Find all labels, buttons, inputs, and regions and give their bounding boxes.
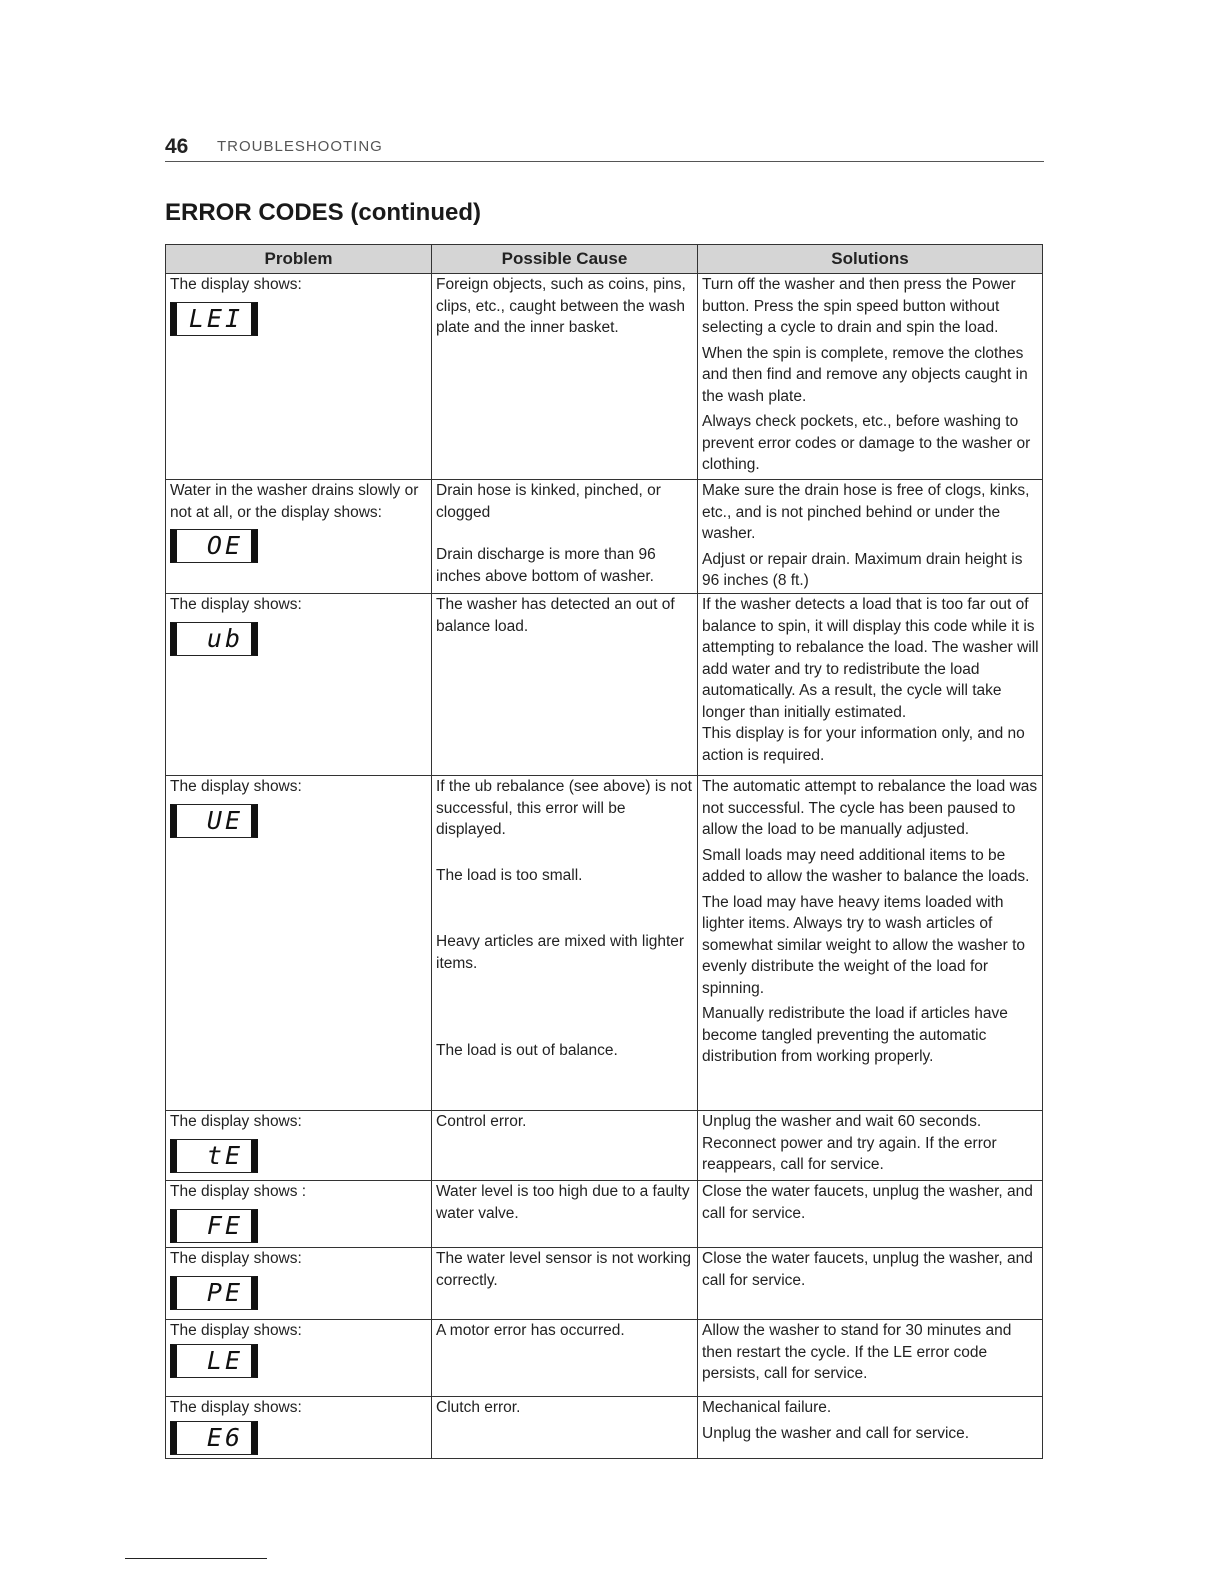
- cause-text: The washer has detected an out of balance load.: [436, 596, 675, 635]
- cause-text: If the ub rebalance (see above) is not successful, this error will be displayed.: [436, 778, 692, 838]
- problem-cell: [166, 594, 432, 776]
- column-header-cause: Possible Cause: [432, 245, 698, 274]
- problem-cell: [166, 1248, 432, 1320]
- page-title: ERROR CODES (continued): [165, 199, 481, 226]
- error-code-display: tE: [170, 1139, 258, 1173]
- solution-text: Turn off the washer and then press the Power button. Press the spin speed button without selecting a cycle to drain and spin the load.: [702, 276, 1016, 336]
- solution-text: The load may have heavy items loaded with lighter items. Always try to wash articles of somewhat similar weight to allow the washer to evenly distribute the weight of the load for spinning.: [702, 893, 1026, 997]
- cause-cell: [432, 274, 698, 480]
- error-code-display: OE: [170, 529, 258, 563]
- solution-text: Make sure the drain hose is free of clogs, kinks, etc., and is not pinched behind or under the washer.: [702, 482, 1030, 542]
- cause-text: The load is too small.: [436, 866, 583, 884]
- cause-cell: [432, 480, 698, 594]
- cause-text: Drain discharge is more than 96 inches above bottom of washer.: [436, 546, 656, 585]
- table-row: [166, 274, 1043, 480]
- table-row: [166, 1248, 1043, 1320]
- solution-cell: [698, 1320, 1043, 1397]
- problem-cell: [166, 776, 432, 1111]
- solution-text: When the spin is complete, remove the clothes and then find and remove any objects caught in the wash plate.: [702, 344, 1028, 405]
- solution-text: Always check pockets, etc., before washing to prevent error codes or damage to the washer or clothing.: [702, 413, 1031, 473]
- problem-text: The display shows :: [170, 1183, 307, 1200]
- cause-text: The load is out of balance.: [436, 1042, 618, 1059]
- error-code-display: PE: [170, 1276, 258, 1310]
- cause-cell: [432, 1111, 698, 1181]
- problem-cell: [166, 1111, 432, 1181]
- solution-text: Unplug the washer and wait 60 seconds. Reconnect power and try again. If the error reappears, call for service.: [702, 1113, 997, 1173]
- column-header-problem: Problem: [166, 245, 432, 274]
- solution-cell: [698, 1111, 1043, 1181]
- table-row: [166, 1111, 1043, 1181]
- column-header-solutions: Solutions: [698, 245, 1043, 274]
- cause-cell: [432, 1397, 698, 1459]
- error-code-display: LEI: [170, 302, 258, 336]
- solution-cell: [698, 594, 1043, 776]
- problem-text: The display shows:: [170, 596, 302, 613]
- cause-text: Water level is too high due to a faulty water valve.: [436, 1183, 690, 1222]
- solution-cell: [698, 274, 1043, 480]
- problem-text: The display shows:: [170, 1250, 302, 1267]
- problem-text: The display shows:: [170, 1113, 302, 1130]
- problem-cell: [166, 1181, 432, 1248]
- cause-text: A motor error has occurred.: [436, 1322, 625, 1339]
- table-row: [166, 594, 1043, 776]
- solution-text: Mechanical failure.: [702, 1399, 832, 1416]
- error-code-display: LE: [170, 1344, 258, 1378]
- solution-cell: [698, 1181, 1043, 1248]
- solution-text: Manually redistribute the load if articles have become tangled preventing the automatic distribution from working properly.: [702, 1005, 1008, 1065]
- cause-text: Foreign objects, such as coins, pins, clips, etc., caught between the wash plate and the inner basket.: [436, 276, 686, 336]
- cause-cell: [432, 776, 698, 1111]
- cause-text: The water level sensor is not working correctly.: [436, 1250, 692, 1289]
- problem-text: The display shows:: [170, 1399, 302, 1416]
- problem-cell: [166, 1320, 432, 1397]
- footnote-rule: [125, 1558, 267, 1559]
- section-name: TROUBLESHOOTING: [217, 138, 383, 155]
- solution-text: If the washer detects a load that is too far out of balance to spin, it will display this code while it is attempting to rebalance the load. The washer will add water and try to redistribute the load automatically. As a result, the cycle will take longer than initially estimated.: [702, 596, 1039, 721]
- solution-text: The automatic attempt to rebalance the load was not successful. The cycle has been paused to allow the load to be manually adjusted.: [702, 778, 1038, 838]
- error-codes-table: [165, 244, 1043, 1459]
- cause-cell: [432, 1320, 698, 1397]
- cause-cell: [432, 1248, 698, 1320]
- solution-text: Small loads may need additional items to be added to allow the washer to balance the loads.: [702, 846, 1030, 885]
- cause-cell: [432, 594, 698, 776]
- table-row: [166, 1181, 1043, 1248]
- solution-text: Allow the washer to stand for 30 minutes and then restart the cycle. If the LE error code persists, call for service.: [702, 1322, 1012, 1382]
- solution-cell: [698, 776, 1043, 1111]
- problem-cell: [166, 274, 432, 480]
- page-number: 46: [165, 135, 189, 158]
- error-code-display: ub: [170, 622, 258, 656]
- problem-text: Water in the washer drains slowly or not at all, or the display shows:: [170, 482, 419, 521]
- cause-text: Heavy articles are mixed with lighter items.: [436, 933, 685, 972]
- table-row: [166, 480, 1043, 594]
- solution-text: Adjust or repair drain. Maximum drain height is 96 inches (8 ft.): [702, 550, 1023, 589]
- problem-text: The display shows:: [170, 1322, 302, 1339]
- solution-text: This display is for your information only, and no action is required.: [702, 725, 1025, 764]
- solution-text: Unplug the washer and call for service.: [702, 1424, 970, 1442]
- cause-text: Control error.: [436, 1113, 527, 1130]
- solution-text: Close the water faucets, unplug the washer, and call for service.: [702, 1183, 1033, 1222]
- table-header-row: [166, 245, 1043, 274]
- error-code-display: FE: [170, 1209, 258, 1243]
- problem-cell: [166, 480, 432, 594]
- error-code-display: E6: [170, 1421, 258, 1455]
- solution-cell: [698, 480, 1043, 594]
- table-row: [166, 1320, 1043, 1397]
- error-code-display: UE: [170, 804, 258, 838]
- table-row: [166, 1397, 1043, 1459]
- table-row: [166, 776, 1043, 1111]
- solution-text: Close the water faucets, unplug the washer, and call for service.: [702, 1250, 1033, 1289]
- problem-text: The display shows:: [170, 276, 302, 293]
- solution-cell: [698, 1248, 1043, 1320]
- problem-cell: [166, 1397, 432, 1459]
- cause-text: Drain hose is kinked, pinched, or clogged: [436, 482, 661, 521]
- solution-cell: [698, 1397, 1043, 1459]
- page-header: [165, 133, 1044, 162]
- cause-text: Clutch error.: [436, 1399, 521, 1416]
- problem-text: The display shows:: [170, 778, 302, 795]
- cause-cell: [432, 1181, 698, 1248]
